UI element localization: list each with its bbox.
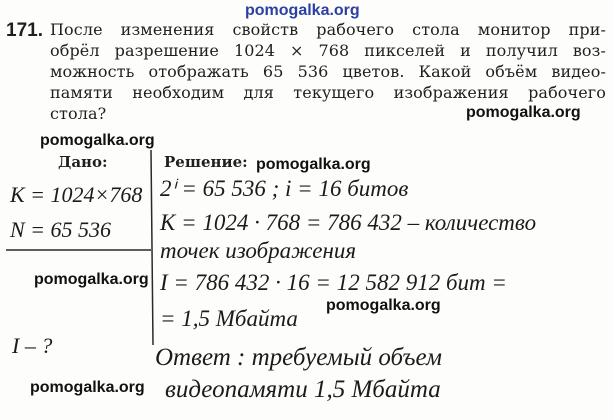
- problem-number: 171.: [6, 20, 43, 41]
- solution-label: Решение:: [164, 153, 248, 171]
- given-label: Дано:: [58, 153, 108, 171]
- watermark-top: pomogalka.org: [245, 2, 360, 19]
- watermark: pomogalka.org: [326, 297, 441, 314]
- watermark: pomogalka.org: [34, 271, 149, 288]
- given-k: K = 1024×768: [10, 182, 143, 207]
- problem-line: обрёл разрешение 1024 × 768 пикселей и получил воз-: [50, 41, 606, 60]
- problem-line: можность отображать 65 536 цветов. Какой объём видео-: [50, 62, 606, 81]
- watermark: pomogalka.org: [40, 132, 155, 149]
- solution-line: 2ⁱ = 65 536 ; i = 16 битов: [160, 176, 409, 201]
- answer-line: Ответ : требуемый объем: [155, 344, 442, 371]
- solution-line: = 1,5 Мбайта: [160, 306, 298, 331]
- problem-line: стола?: [50, 104, 107, 123]
- find-value: I – ?: [12, 333, 53, 358]
- problem-line: После изменения свойств рабочего стола монитор при-: [50, 20, 606, 39]
- watermark: pomogalka.org: [30, 379, 145, 396]
- given-n: N = 65 536: [10, 217, 112, 242]
- watermark: pomogalka.org: [256, 156, 371, 173]
- divider-vertical: [151, 150, 153, 345]
- answer-line: видеопамяти 1,5 Мбайта: [165, 376, 441, 403]
- solution-line: I = 786 432 · 16 = 12 582 912 бит =: [160, 270, 507, 295]
- problem-line: памяти необходим для текущего изображения рабочего: [50, 83, 606, 102]
- solution-line: точек изображения: [160, 238, 357, 263]
- solution-line: K = 1024 · 768 = 786 432 – количество: [160, 210, 537, 235]
- watermark: pomogalka.org: [466, 104, 581, 121]
